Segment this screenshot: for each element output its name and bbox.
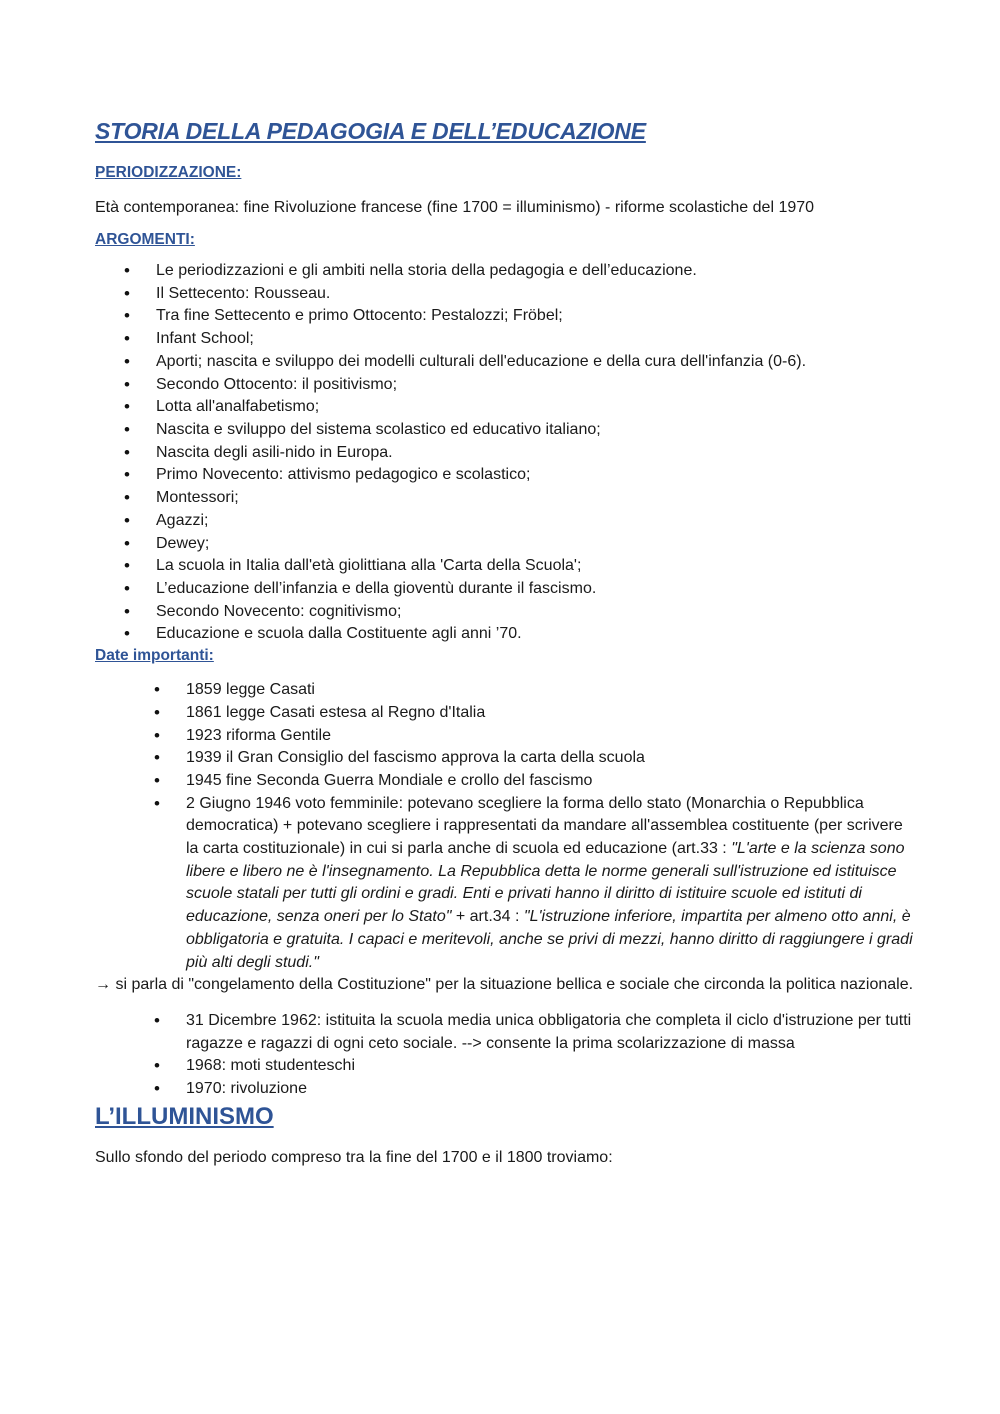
periodizzazione-text: Età contemporanea: fine Rivoluzione francese (fine 1700 = illuminismo) - riforme scolastiche del 1970 [95, 198, 815, 216]
date-item: • 1968: moti studenteschi [95, 1055, 915, 1078]
arrow-right-icon: → [95, 976, 111, 994]
art33-quote: "L'arte e la scienza sono libere e libero ne è l'insegnamento. La Repubblica detta le norme generali sull'istruzione ed istituisce scuole statali per tutti gli ordini e gradi. Enti e privati hanno il diritto di istituire scuole ed istituti di educazione, senza oneri per lo Stato" [186, 840, 905, 926]
argomenti-item: • Primo Novecento: attivismo pedagogico e scolastico; [95, 464, 915, 487]
argomenti-item: • Le periodizzazioni e gli ambiti nella storia della pedagogia e dell’educazione. [95, 260, 915, 283]
argomenti-item: • La scuola in Italia dall'età giolittiana alla 'Carta della Scuola'; [95, 555, 915, 578]
art34-quote: "L'istruzione inferiore, impartita per almeno otto anni, è obbligatoria e gratuita. I capaci e meritevoli, anche se privi di mezzi, hanno diritto di raggiungere i gradi più alti degli studi." [186, 908, 913, 971]
date-item: • 1859 legge Casati [95, 679, 915, 702]
argomenti-item: • Infant School; [95, 328, 915, 351]
argomenti-item: • Secondo Novecento: cognitivismo; [95, 601, 915, 624]
argomenti-item: • Tra fine Settecento e primo Ottocento: Pestalozzi; Fröbel; [95, 305, 915, 328]
periodizzazione-heading: PERIODIZZAZIONE: [95, 163, 242, 181]
argomenti-item: • Montessori; [95, 487, 915, 510]
argomenti-item: • Aporti; nascita e sviluppo dei modelli culturali dell'educazione e della cura dell'infanzia (0-6). [95, 351, 915, 374]
argomenti-item: • Lotta all'analfabetismo; [95, 396, 915, 419]
argomenti-item: • Il Settecento: Rousseau. [95, 283, 915, 306]
argomenti-item: • Nascita degli asili-nido in Europa. [95, 442, 915, 465]
congelamento-paragraph [95, 974, 915, 997]
argomenti-item: • Agazzi; [95, 510, 915, 533]
date-item: • 1923 riforma Gentile [95, 725, 915, 748]
date-importanti-heading: Date importanti: [95, 647, 214, 665]
date-item-1946 [95, 793, 915, 975]
date-importanti-list [95, 679, 915, 974]
argomenti-item: • Educazione e scuola dalla Costituente agli anni ’70. [95, 623, 915, 646]
date-item: • 1945 fine Seconda Guerra Mondiale e crollo del fascismo [95, 770, 915, 793]
illuminismo-text: Sullo sfondo del periodo compreso tra la fine del 1700 e il 1800 troviamo: [95, 1149, 613, 1166]
document-title: STORIA DELLA PEDAGOGIA E DELL’EDUCAZIONE [95, 118, 646, 144]
date-1946-intro: 2 Giugno 1946 voto femminile: potevano scegliere la forma dello stato (Monarchia o Repubblica democratica) + potevano scegliere i rappresentati da mandare all'assemblea costituente (per scrivere la carta costituzionale) in cui si parla anche di scuola ed educazione (art.33 : [186, 794, 903, 858]
date-item: • 1970: rivoluzione [95, 1078, 915, 1101]
argomenti-item: • Secondo Ottocento: il positivismo; [95, 374, 915, 397]
date-item: • 1939 il Gran Consiglio del fascismo approva la carta della scuola [95, 747, 915, 770]
argomenti-item: • Nascita e sviluppo del sistema scolastico ed educativo italiano; [95, 419, 915, 442]
later-dates-list [95, 1010, 915, 1101]
argomenti-heading: ARGOMENTI: [95, 230, 195, 248]
art34-ref: + art.34 : [451, 908, 524, 926]
congelamento-text: si parla di "congelamento della Costituzione" per la situazione bellica e sociale che circonda la politica nazionale. [111, 976, 914, 994]
document-body [95, 118, 915, 1169]
argomenti-list [95, 260, 915, 646]
date-item: • 31 Dicembre 1962: istituita la scuola media unica obbligatoria che completa il ciclo d'istruzione per tutti ragazze e ragazzi di ogni ceto sociale. --> consente la prima scolarizzazione di massa [95, 1010, 915, 1055]
argomenti-item: • L’educazione dell’infanzia e della gioventù durante il fascismo. [95, 578, 915, 601]
argomenti-item: • Dewey; [95, 533, 915, 556]
date-item: • 1861 legge Casati estesa al Regno d'Italia [95, 702, 915, 725]
illuminismo-heading: L’ILLUMINISMO [95, 1102, 274, 1130]
